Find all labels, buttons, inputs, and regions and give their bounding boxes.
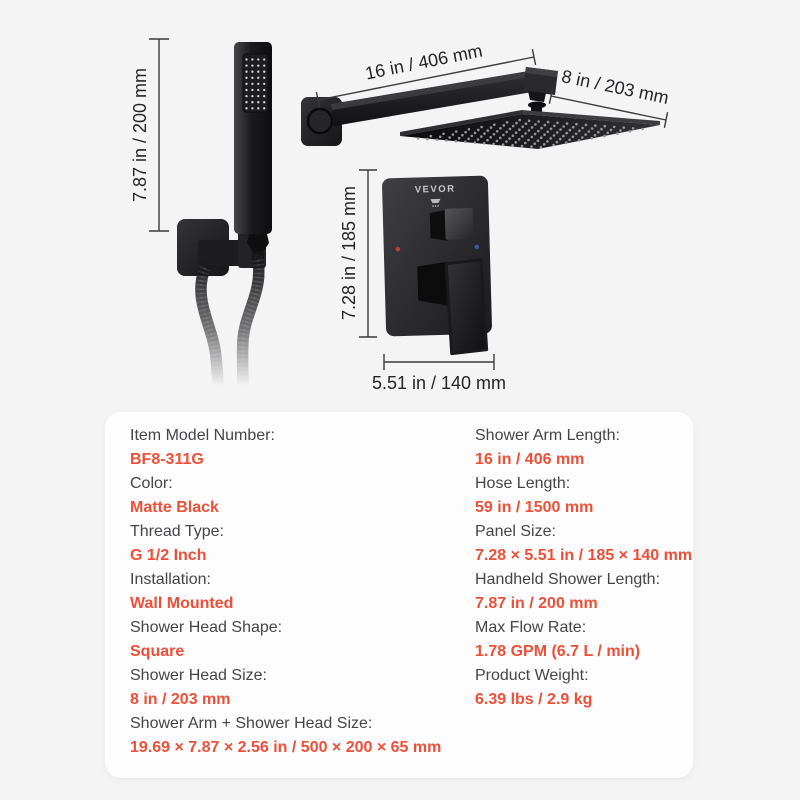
control-panel-group (382, 176, 493, 356)
spec-label: Shower Head Size: (130, 667, 267, 684)
dimension-label-panel-height: 7.28 in / 185 mm (339, 185, 359, 321)
mixer-lever-side (417, 262, 448, 307)
dimension-panel-height (359, 170, 377, 337)
spec-value: 59 in / 1500 mm (475, 499, 594, 516)
dimension-label-arm-length: 16 in / 406 mm (363, 40, 485, 84)
spec-value: Square (130, 643, 185, 660)
spec-column-left (130, 424, 475, 778)
spec-card (105, 412, 693, 778)
dimension-label-head-width: 8 in / 203 mm (559, 66, 671, 108)
spec-item-max-flow-rate (475, 616, 693, 664)
spec-column-right (475, 424, 693, 778)
spec-item-handheld-length (475, 568, 693, 616)
spec-value: BF8-311G (130, 451, 204, 468)
spec-value: 1.78 GPM (6.7 L / min) (475, 643, 641, 660)
handheld-shower-group (177, 42, 272, 384)
spec-item-head-size (130, 664, 475, 712)
spec-item-thread-type (130, 520, 475, 568)
spec-item-installation (130, 568, 475, 616)
diverter-knob (445, 208, 474, 240)
mixer-lever (446, 260, 487, 354)
spec-value: 16 in / 406 mm (475, 451, 585, 468)
spec-value: 8 in / 203 mm (130, 691, 231, 708)
spec-value: Matte Black (130, 499, 219, 516)
spec-label: Hose Length: (475, 475, 571, 492)
dimension-panel-width (384, 354, 494, 370)
spec-label: Item Model Number: (130, 427, 275, 444)
spec-item-product-weight (475, 664, 693, 712)
dimension-label-handheld-length: 7.87 in / 200 mm (130, 67, 150, 203)
spec-item-arm-head-size (130, 712, 475, 760)
vevor-logo: VEVOR (414, 183, 456, 196)
spec-label: Product Weight: (475, 667, 589, 684)
spec-value: G 1/2 Inch (130, 547, 207, 564)
spec-label: Installation: (130, 571, 211, 588)
spec-label: Shower Arm Length: (475, 427, 620, 444)
spec-value: 7.28 × 5.51 in / 185 × 140 mm (475, 547, 693, 564)
spec-item-hose-length (475, 472, 693, 520)
spec-label: Thread Type: (130, 523, 224, 540)
spec-item-model-number (130, 424, 475, 472)
spec-value: 7.87 in / 200 mm (475, 595, 598, 612)
spec-label: Panel Size: (475, 523, 556, 540)
spec-label: Color: (130, 475, 173, 492)
spec-label: Shower Arm + Shower Head Size: (130, 715, 373, 732)
spec-label: Shower Head Shape: (130, 619, 283, 636)
spec-value: 6.39 lbs / 2.9 kg (475, 691, 593, 708)
spec-item-arm-length (475, 424, 693, 472)
spec-value: 19.69 × 7.87 × 2.56 in / 500 × 200 × 65 mm (130, 739, 442, 756)
spec-value: Wall Mounted (130, 595, 234, 612)
dimension-handheld-length (149, 39, 169, 231)
dimension-label-panel-width: 5.51 in / 140 mm (371, 373, 507, 393)
spec-label: Max Flow Rate: (475, 619, 587, 636)
spec-item-panel-size (475, 520, 693, 568)
shower-hoses (201, 260, 259, 384)
spec-label: Handheld Shower Length: (475, 571, 661, 588)
spec-item-head-shape (130, 616, 475, 664)
arm-flange-ring (308, 109, 332, 133)
spec-item-color (130, 472, 475, 520)
